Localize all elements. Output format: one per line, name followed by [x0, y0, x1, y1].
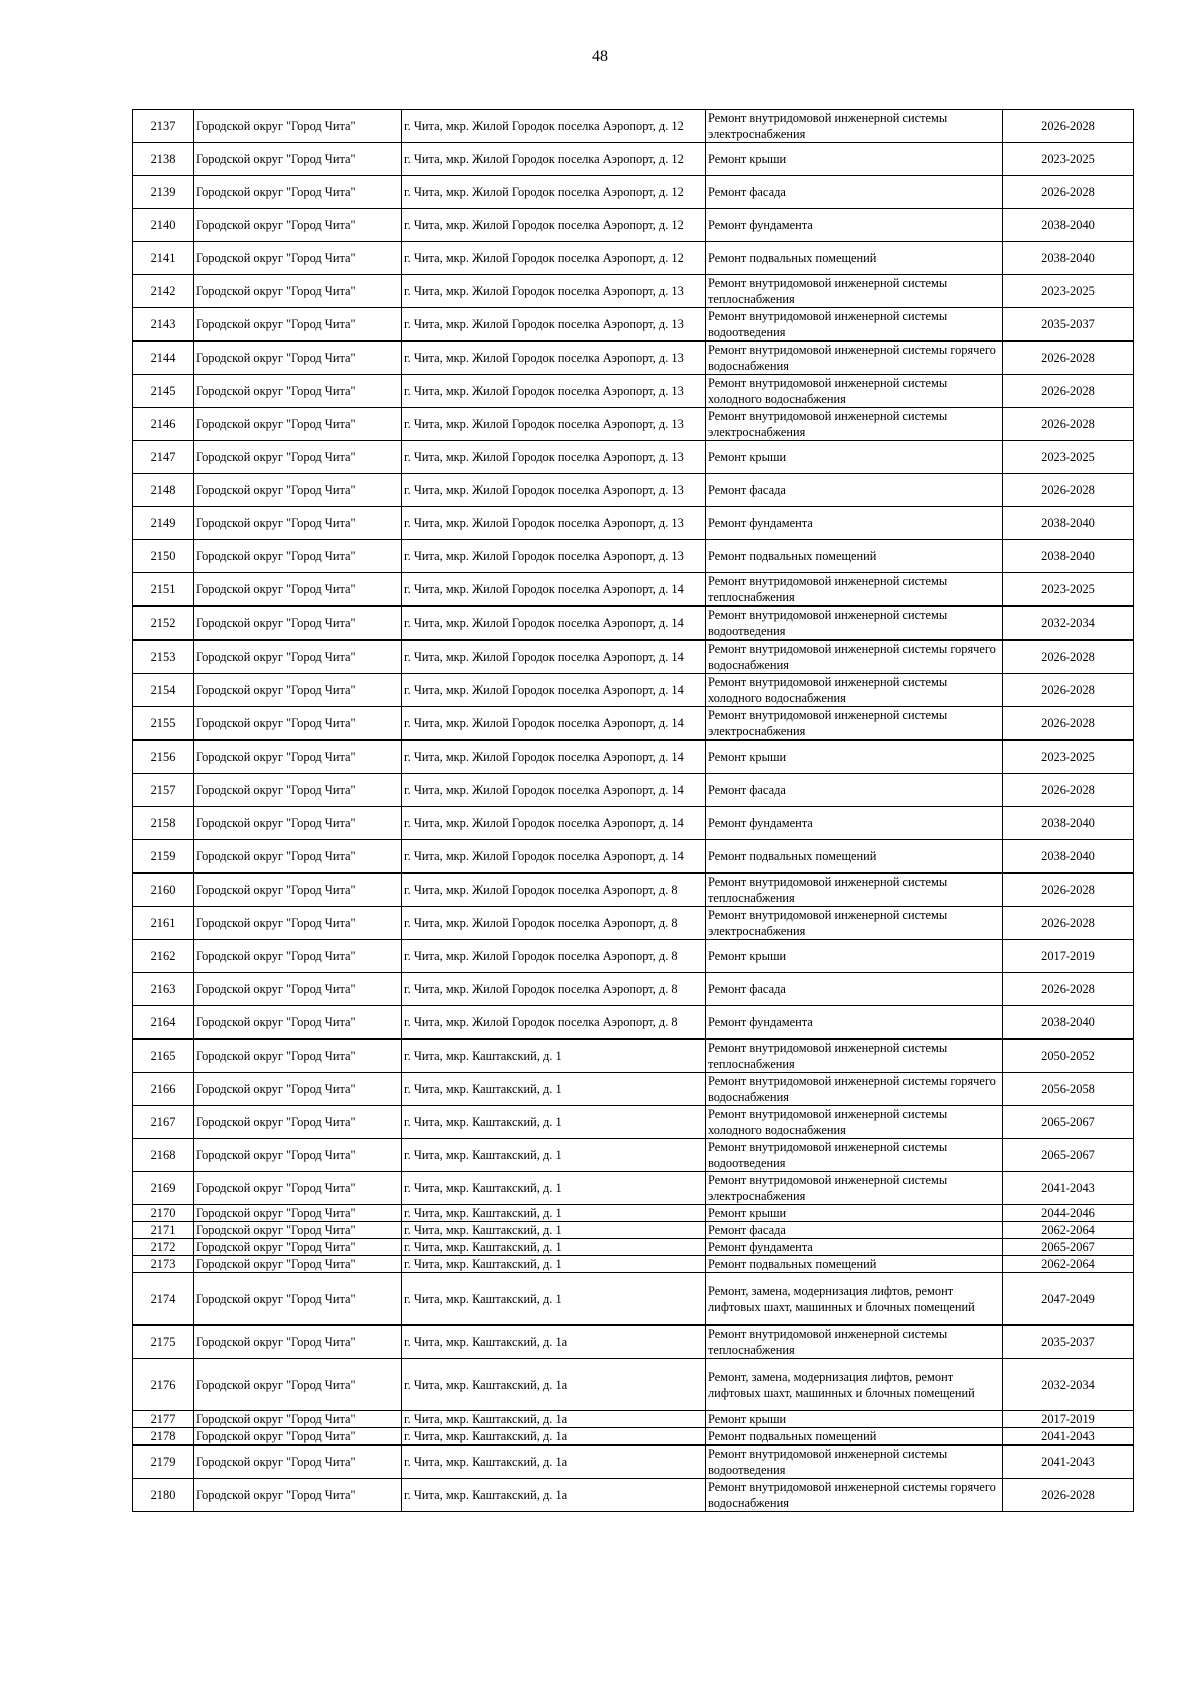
table-body [133, 110, 1134, 1512]
row-number: 2140 [133, 209, 194, 242]
address-cell: г. Чита, мкр. Жилой Городок поселка Аэропорт, д. 13 [402, 341, 706, 375]
row-number: 2161 [133, 907, 194, 940]
work-type-cell: Ремонт крыши [706, 740, 1003, 774]
work-type-cell: Ремонт внутридомовой инженерной системы водоотведения [706, 606, 1003, 640]
municipality-cell: Городской округ "Город Чита" [194, 1205, 402, 1222]
period-cell: 2038-2040 [1003, 840, 1134, 874]
row-number: 2145 [133, 375, 194, 408]
municipality-cell: Городской округ "Город Чита" [194, 1006, 402, 1040]
address-cell: г. Чита, мкр. Жилой Городок поселка Аэропорт, д. 13 [402, 507, 706, 540]
address-cell: г. Чита, мкр. Каштакский, д. 1 [402, 1039, 706, 1073]
address-cell: г. Чита, мкр. Жилой Городок поселка Аэропорт, д. 13 [402, 275, 706, 308]
table-row [133, 1359, 1134, 1411]
period-cell: 2023-2025 [1003, 740, 1134, 774]
municipality-cell: Городской округ "Город Чита" [194, 873, 402, 907]
period-cell: 2038-2040 [1003, 1006, 1134, 1040]
period-cell: 2065-2067 [1003, 1239, 1134, 1256]
municipality-cell: Городской округ "Город Чита" [194, 143, 402, 176]
row-number: 2163 [133, 973, 194, 1006]
municipality-cell: Городской округ "Город Чита" [194, 242, 402, 275]
municipality-cell: Городской округ "Город Чита" [194, 740, 402, 774]
municipality-cell: Городской округ "Город Чита" [194, 1428, 402, 1446]
table-row [133, 973, 1134, 1006]
period-cell: 2017-2019 [1003, 1411, 1134, 1428]
row-number: 2180 [133, 1479, 194, 1512]
table-row [133, 1256, 1134, 1273]
row-number: 2179 [133, 1445, 194, 1479]
period-cell: 2050-2052 [1003, 1039, 1134, 1073]
row-number: 2141 [133, 242, 194, 275]
period-cell: 2062-2064 [1003, 1222, 1134, 1239]
row-number: 2169 [133, 1172, 194, 1205]
row-number: 2168 [133, 1139, 194, 1172]
work-type-cell: Ремонт фундамента [706, 1239, 1003, 1256]
work-type-cell: Ремонт внутридомовой инженерной системы электроснабжения [706, 907, 1003, 940]
address-cell: г. Чита, мкр. Каштакский, д. 1 [402, 1239, 706, 1256]
period-cell: 2065-2067 [1003, 1139, 1134, 1172]
work-type-cell: Ремонт фасада [706, 474, 1003, 507]
municipality-cell: Городской округ "Город Чита" [194, 1256, 402, 1273]
table-row [133, 474, 1134, 507]
municipality-cell: Городской округ "Город Чита" [194, 1172, 402, 1205]
row-number: 2139 [133, 176, 194, 209]
work-type-cell: Ремонт внутридомовой инженерной системы теплоснабжения [706, 573, 1003, 607]
address-cell: г. Чита, мкр. Жилой Городок поселка Аэропорт, д. 13 [402, 474, 706, 507]
municipality-cell: Городской округ "Город Чита" [194, 540, 402, 573]
address-cell: г. Чита, мкр. Жилой Городок поселка Аэропорт, д. 14 [402, 774, 706, 807]
work-type-cell: Ремонт внутридомовой инженерной системы водоотведения [706, 308, 1003, 342]
address-cell: г. Чита, мкр. Жилой Городок поселка Аэропорт, д. 8 [402, 1006, 706, 1040]
work-type-cell: Ремонт внутридомовой инженерной системы теплоснабжения [706, 1325, 1003, 1359]
work-type-cell: Ремонт крыши [706, 143, 1003, 176]
address-cell: г. Чита, мкр. Жилой Городок поселка Аэропорт, д. 14 [402, 674, 706, 707]
municipality-cell: Городской округ "Город Чита" [194, 807, 402, 840]
work-type-cell: Ремонт внутридомовой инженерной системы холодного водоснабжения [706, 375, 1003, 408]
table-row [133, 143, 1134, 176]
work-type-cell: Ремонт фасада [706, 973, 1003, 1006]
table-row [133, 1106, 1134, 1139]
table-row [133, 1172, 1134, 1205]
work-type-cell: Ремонт крыши [706, 441, 1003, 474]
municipality-cell: Городской округ "Город Чита" [194, 573, 402, 607]
table-row [133, 840, 1134, 874]
table-row [133, 540, 1134, 573]
table-row [133, 774, 1134, 807]
work-type-cell: Ремонт внутридомовой инженерной системы теплоснабжения [706, 1039, 1003, 1073]
row-number: 2173 [133, 1256, 194, 1273]
period-cell: 2026-2028 [1003, 176, 1134, 209]
work-type-cell: Ремонт внутридомовой инженерной системы водоотведения [706, 1445, 1003, 1479]
table-row [133, 375, 1134, 408]
table-row [133, 940, 1134, 973]
municipality-cell: Городской округ "Город Чита" [194, 1411, 402, 1428]
table-row [133, 907, 1134, 940]
work-type-cell: Ремонт внутридомовой инженерной системы теплоснабжения [706, 873, 1003, 907]
period-cell: 2026-2028 [1003, 1479, 1134, 1512]
period-cell: 2017-2019 [1003, 940, 1134, 973]
row-number: 2151 [133, 573, 194, 607]
address-cell: г. Чита, мкр. Жилой Городок поселка Аэропорт, д. 8 [402, 907, 706, 940]
address-cell: г. Чита, мкр. Каштакский, д. 1 [402, 1106, 706, 1139]
table-row [133, 1205, 1134, 1222]
address-cell: г. Чита, мкр. Каштакский, д. 1 [402, 1073, 706, 1106]
work-type-cell: Ремонт внутридомовой инженерной системы электроснабжения [706, 1172, 1003, 1205]
municipality-cell: Городской округ "Город Чита" [194, 606, 402, 640]
work-type-cell: Ремонт крыши [706, 940, 1003, 973]
row-number: 2176 [133, 1359, 194, 1411]
table-row [133, 1139, 1134, 1172]
table-row [133, 1073, 1134, 1106]
municipality-cell: Городской округ "Город Чита" [194, 1073, 402, 1106]
table-row [133, 573, 1134, 607]
row-number: 2155 [133, 707, 194, 741]
work-type-cell: Ремонт внутридомовой инженерной системы горячего водоснабжения [706, 341, 1003, 375]
period-cell: 2062-2064 [1003, 1256, 1134, 1273]
municipality-cell: Городской округ "Город Чита" [194, 1273, 402, 1326]
table-row [133, 408, 1134, 441]
address-cell: г. Чита, мкр. Каштакский, д. 1а [402, 1445, 706, 1479]
work-type-cell: Ремонт подвальных помещений [706, 840, 1003, 874]
period-cell: 2041-2043 [1003, 1445, 1134, 1479]
table-row [133, 1445, 1134, 1479]
address-cell: г. Чита, мкр. Жилой Городок поселка Аэропорт, д. 12 [402, 209, 706, 242]
row-number: 2172 [133, 1239, 194, 1256]
table-row [133, 1039, 1134, 1073]
municipality-cell: Городской округ "Город Чита" [194, 110, 402, 143]
address-cell: г. Чита, мкр. Жилой Городок поселка Аэропорт, д. 14 [402, 840, 706, 874]
period-cell: 2026-2028 [1003, 774, 1134, 807]
address-cell: г. Чита, мкр. Жилой Городок поселка Аэропорт, д. 14 [402, 640, 706, 674]
row-number: 2138 [133, 143, 194, 176]
table-row [133, 1325, 1134, 1359]
address-cell: г. Чита, мкр. Жилой Городок поселка Аэропорт, д. 14 [402, 807, 706, 840]
table-row [133, 1222, 1134, 1239]
row-number: 2160 [133, 873, 194, 907]
row-number: 2158 [133, 807, 194, 840]
row-number: 2157 [133, 774, 194, 807]
row-number: 2152 [133, 606, 194, 640]
address-cell: г. Чита, мкр. Жилой Городок поселка Аэропорт, д. 12 [402, 242, 706, 275]
work-type-cell: Ремонт фундамента [706, 507, 1003, 540]
row-number: 2143 [133, 308, 194, 342]
period-cell: 2032-2034 [1003, 1359, 1134, 1411]
municipality-cell: Городской округ "Город Чита" [194, 275, 402, 308]
table-row [133, 110, 1134, 143]
address-cell: г. Чита, мкр. Каштакский, д. 1а [402, 1479, 706, 1512]
table-row [133, 1239, 1134, 1256]
period-cell: 2023-2025 [1003, 441, 1134, 474]
row-number: 2146 [133, 408, 194, 441]
address-cell: г. Чита, мкр. Жилой Городок поселка Аэропорт, д. 13 [402, 308, 706, 342]
table-row [133, 873, 1134, 907]
address-cell: г. Чита, мкр. Жилой Городок поселка Аэропорт, д. 13 [402, 540, 706, 573]
table-row [133, 640, 1134, 674]
address-cell: г. Чита, мкр. Жилой Городок поселка Аэропорт, д. 8 [402, 873, 706, 907]
capital-repair-table [132, 109, 1134, 1512]
municipality-cell: Городской округ "Город Чита" [194, 507, 402, 540]
table-row [133, 740, 1134, 774]
municipality-cell: Городской округ "Город Чита" [194, 1106, 402, 1139]
address-cell: г. Чита, мкр. Каштакский, д. 1а [402, 1428, 706, 1446]
row-number: 2156 [133, 740, 194, 774]
address-cell: г. Чита, мкр. Каштакский, д. 1 [402, 1172, 706, 1205]
address-cell: г. Чита, мкр. Каштакский, д. 1 [402, 1205, 706, 1222]
row-number: 2153 [133, 640, 194, 674]
page-number: 48 [592, 48, 608, 65]
work-type-cell: Ремонт фундамента [706, 209, 1003, 242]
municipality-cell: Городской округ "Город Чита" [194, 840, 402, 874]
table-row [133, 1428, 1134, 1446]
work-type-cell: Ремонт фасада [706, 176, 1003, 209]
municipality-cell: Городской округ "Город Чита" [194, 1479, 402, 1512]
period-cell: 2065-2067 [1003, 1106, 1134, 1139]
work-type-cell: Ремонт внутридомовой инженерной системы теплоснабжения [706, 275, 1003, 308]
table-row [133, 1411, 1134, 1428]
municipality-cell: Городской округ "Город Чита" [194, 474, 402, 507]
table-row [133, 507, 1134, 540]
municipality-cell: Городской округ "Город Чита" [194, 674, 402, 707]
row-number: 2154 [133, 674, 194, 707]
work-type-cell: Ремонт подвальных помещений [706, 540, 1003, 573]
work-type-cell: Ремонт внутридомовой инженерной системы горячего водоснабжения [706, 1073, 1003, 1106]
period-cell: 2026-2028 [1003, 341, 1134, 375]
period-cell: 2023-2025 [1003, 143, 1134, 176]
work-type-cell: Ремонт фасада [706, 1222, 1003, 1239]
address-cell: г. Чита, мкр. Жилой Городок поселка Аэропорт, д. 8 [402, 940, 706, 973]
row-number: 2178 [133, 1428, 194, 1446]
table-row [133, 441, 1134, 474]
period-cell: 2044-2046 [1003, 1205, 1134, 1222]
period-cell: 2026-2028 [1003, 408, 1134, 441]
table-row [133, 308, 1134, 342]
municipality-cell: Городской округ "Город Чита" [194, 1325, 402, 1359]
address-cell: г. Чита, мкр. Жилой Городок поселка Аэропорт, д. 13 [402, 375, 706, 408]
work-type-cell: Ремонт внутридомовой инженерной системы электроснабжения [706, 408, 1003, 441]
work-type-cell: Ремонт внутридомовой инженерной системы горячего водоснабжения [706, 1479, 1003, 1512]
period-cell: 2032-2034 [1003, 606, 1134, 640]
work-type-cell: Ремонт фасада [706, 774, 1003, 807]
table-row [133, 707, 1134, 741]
period-cell: 2038-2040 [1003, 209, 1134, 242]
work-type-cell: Ремонт подвальных помещений [706, 1428, 1003, 1446]
period-cell: 2041-2043 [1003, 1428, 1134, 1446]
municipality-cell: Городской округ "Город Чита" [194, 441, 402, 474]
period-cell: 2023-2025 [1003, 275, 1134, 308]
period-cell: 2026-2028 [1003, 474, 1134, 507]
row-number: 2175 [133, 1325, 194, 1359]
work-type-cell: Ремонт, замена, модернизация лифтов, ремонт лифтовых шахт, машинных и блочных помещений [706, 1359, 1003, 1411]
row-number: 2142 [133, 275, 194, 308]
period-cell: 2026-2028 [1003, 640, 1134, 674]
municipality-cell: Городской округ "Город Чита" [194, 1139, 402, 1172]
period-cell: 2047-2049 [1003, 1273, 1134, 1326]
address-cell: г. Чита, мкр. Жилой Городок поселка Аэропорт, д. 14 [402, 606, 706, 640]
municipality-cell: Городской округ "Город Чита" [194, 907, 402, 940]
row-number: 2150 [133, 540, 194, 573]
table-row [133, 1006, 1134, 1040]
work-type-cell: Ремонт внутридомовой инженерной системы холодного водоснабжения [706, 674, 1003, 707]
municipality-cell: Городской округ "Город Чита" [194, 375, 402, 408]
table-row [133, 807, 1134, 840]
address-cell: г. Чита, мкр. Жилой Городок поселка Аэропорт, д. 12 [402, 176, 706, 209]
period-cell: 2038-2040 [1003, 540, 1134, 573]
period-cell: 2035-2037 [1003, 308, 1134, 342]
address-cell: г. Чита, мкр. Жилой Городок поселка Аэропорт, д. 8 [402, 973, 706, 1006]
work-type-cell: Ремонт внутридомовой инженерной системы горячего водоснабжения [706, 640, 1003, 674]
table-row [133, 275, 1134, 308]
row-number: 2162 [133, 940, 194, 973]
row-number: 2147 [133, 441, 194, 474]
period-cell: 2038-2040 [1003, 242, 1134, 275]
municipality-cell: Городской округ "Город Чита" [194, 341, 402, 375]
municipality-cell: Городской округ "Город Чита" [194, 973, 402, 1006]
work-type-cell: Ремонт внутридомовой инженерной системы электроснабжения [706, 110, 1003, 143]
work-type-cell: Ремонт подвальных помещений [706, 1256, 1003, 1273]
row-number: 2148 [133, 474, 194, 507]
period-cell: 2026-2028 [1003, 907, 1134, 940]
row-number: 2167 [133, 1106, 194, 1139]
row-number: 2144 [133, 341, 194, 375]
work-type-cell: Ремонт, замена, модернизация лифтов, ремонт лифтовых шахт, машинных и блочных помещений [706, 1273, 1003, 1326]
table-row [133, 1479, 1134, 1512]
work-type-cell: Ремонт внутридомовой инженерной системы холодного водоснабжения [706, 1106, 1003, 1139]
address-cell: г. Чита, мкр. Каштакский, д. 1а [402, 1325, 706, 1359]
work-type-cell: Ремонт внутридомовой инженерной системы водоотведения [706, 1139, 1003, 1172]
municipality-cell: Городской округ "Город Чита" [194, 940, 402, 973]
period-cell: 2026-2028 [1003, 973, 1134, 1006]
municipality-cell: Городской округ "Город Чита" [194, 774, 402, 807]
table-row [133, 674, 1134, 707]
period-cell: 2026-2028 [1003, 110, 1134, 143]
row-number: 2159 [133, 840, 194, 874]
work-type-cell: Ремонт крыши [706, 1205, 1003, 1222]
period-cell: 2023-2025 [1003, 573, 1134, 607]
period-cell: 2026-2028 [1003, 375, 1134, 408]
address-cell: г. Чита, мкр. Каштакский, д. 1 [402, 1273, 706, 1326]
address-cell: г. Чита, мкр. Жилой Городок поселка Аэропорт, д. 14 [402, 707, 706, 741]
period-cell: 2026-2028 [1003, 707, 1134, 741]
address-cell: г. Чита, мкр. Каштакский, д. 1 [402, 1222, 706, 1239]
municipality-cell: Городской округ "Город Чита" [194, 1359, 402, 1411]
work-type-cell: Ремонт подвальных помещений [706, 242, 1003, 275]
address-cell: г. Чита, мкр. Жилой Городок поселка Аэропорт, д. 12 [402, 143, 706, 176]
municipality-cell: Городской округ "Город Чита" [194, 408, 402, 441]
table-row [133, 341, 1134, 375]
table-row [133, 176, 1134, 209]
row-number: 2166 [133, 1073, 194, 1106]
table-row [133, 209, 1134, 242]
table-row [133, 606, 1134, 640]
municipality-cell: Городской округ "Город Чита" [194, 707, 402, 741]
period-cell: 2038-2040 [1003, 807, 1134, 840]
period-cell: 2038-2040 [1003, 507, 1134, 540]
row-number: 2170 [133, 1205, 194, 1222]
table-row [133, 242, 1134, 275]
period-cell: 2041-2043 [1003, 1172, 1134, 1205]
address-cell: г. Чита, мкр. Каштакский, д. 1а [402, 1359, 706, 1411]
work-type-cell: Ремонт внутридомовой инженерной системы электроснабжения [706, 707, 1003, 741]
row-number: 2171 [133, 1222, 194, 1239]
row-number: 2174 [133, 1273, 194, 1326]
address-cell: г. Чита, мкр. Каштакский, д. 1 [402, 1139, 706, 1172]
address-cell: г. Чита, мкр. Жилой Городок поселка Аэропорт, д. 14 [402, 740, 706, 774]
row-number: 2177 [133, 1411, 194, 1428]
municipality-cell: Городской округ "Город Чита" [194, 209, 402, 242]
period-cell: 2026-2028 [1003, 674, 1134, 707]
row-number: 2137 [133, 110, 194, 143]
work-type-cell: Ремонт фундамента [706, 1006, 1003, 1040]
address-cell: г. Чита, мкр. Жилой Городок поселка Аэропорт, д. 14 [402, 573, 706, 607]
period-cell: 2026-2028 [1003, 873, 1134, 907]
table-row [133, 1273, 1134, 1326]
municipality-cell: Городской округ "Город Чита" [194, 1239, 402, 1256]
municipality-cell: Городской округ "Город Чита" [194, 1222, 402, 1239]
municipality-cell: Городской округ "Город Чита" [194, 1039, 402, 1073]
municipality-cell: Городской округ "Город Чита" [194, 640, 402, 674]
municipality-cell: Городской округ "Город Чита" [194, 1445, 402, 1479]
address-cell: г. Чита, мкр. Жилой Городок поселка Аэропорт, д. 13 [402, 408, 706, 441]
work-type-cell: Ремонт фундамента [706, 807, 1003, 840]
row-number: 2165 [133, 1039, 194, 1073]
row-number: 2164 [133, 1006, 194, 1040]
municipality-cell: Городской округ "Город Чита" [194, 308, 402, 342]
period-cell: 2056-2058 [1003, 1073, 1134, 1106]
municipality-cell: Городской округ "Город Чита" [194, 176, 402, 209]
period-cell: 2035-2037 [1003, 1325, 1134, 1359]
address-cell: г. Чита, мкр. Каштакский, д. 1 [402, 1256, 706, 1273]
address-cell: г. Чита, мкр. Жилой Городок поселка Аэропорт, д. 12 [402, 110, 706, 143]
address-cell: г. Чита, мкр. Жилой Городок поселка Аэропорт, д. 13 [402, 441, 706, 474]
row-number: 2149 [133, 507, 194, 540]
work-type-cell: Ремонт крыши [706, 1411, 1003, 1428]
address-cell: г. Чита, мкр. Каштакский, д. 1а [402, 1411, 706, 1428]
